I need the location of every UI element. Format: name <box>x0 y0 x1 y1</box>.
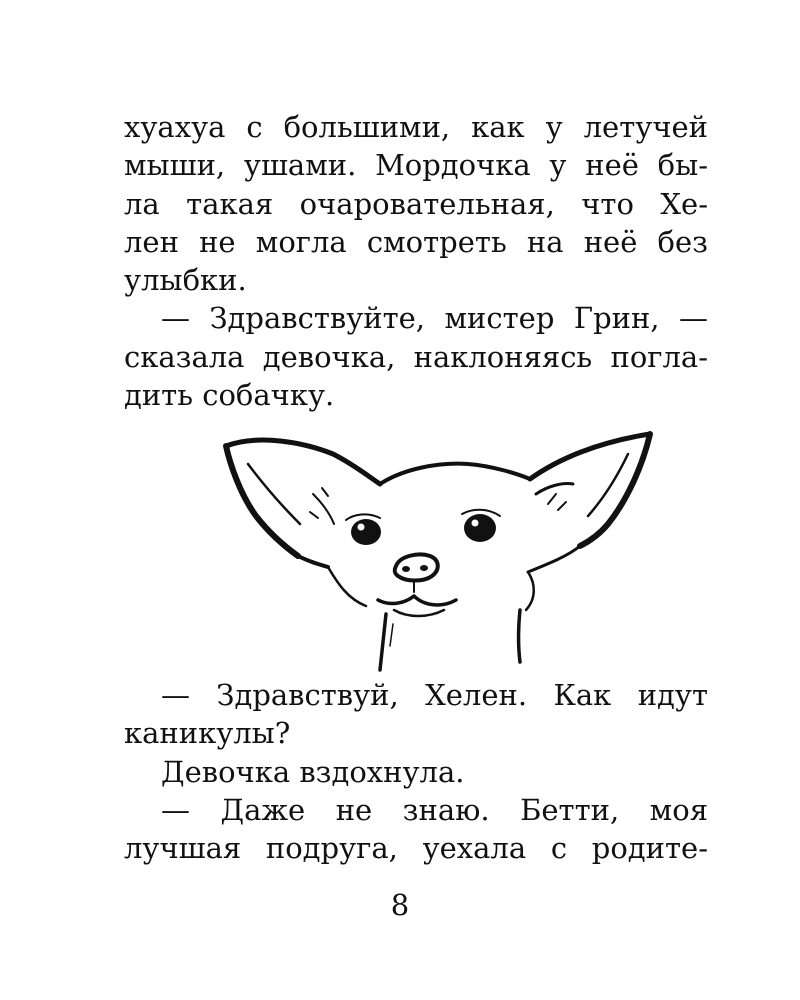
nose <box>395 554 438 580</box>
left-ear-outline <box>226 440 380 484</box>
text-line: мыши, ушами. Мордочка у неё бы- <box>124 148 708 183</box>
text-line: улыбки. <box>124 263 247 298</box>
neck-right <box>519 610 521 662</box>
text-line: — Даже не знаю. Бетти, моя <box>161 792 708 827</box>
text-line: сказала девочка, наклоняясь погла- <box>124 339 708 374</box>
text-line: лен не могла смотреть на неё без <box>124 224 708 259</box>
head-top-outline <box>380 464 530 484</box>
text-line: Девочка вздохнула. <box>161 754 465 789</box>
neck-left <box>380 614 386 670</box>
text-line: лучшая подруга, уехала с родите- <box>124 831 708 866</box>
text-line: хуахуа с большими, как у летучей <box>124 110 708 144</box>
right-ear-outline <box>530 434 650 479</box>
text-line: дить собачку. <box>124 378 335 413</box>
text-line: — Здравствуйте, мистер Грин, — <box>161 301 708 336</box>
text-block-top <box>124 108 708 414</box>
text-block-bottom <box>124 676 708 867</box>
page-number: 8 <box>390 888 410 922</box>
text-line: каникулы? <box>124 716 291 751</box>
text-line: — Здравствуй, Хелен. Как идут <box>161 678 708 712</box>
text-line: ла такая очаровательная, что Хе- <box>124 186 708 221</box>
chihuahua-head-illustration <box>218 424 658 674</box>
